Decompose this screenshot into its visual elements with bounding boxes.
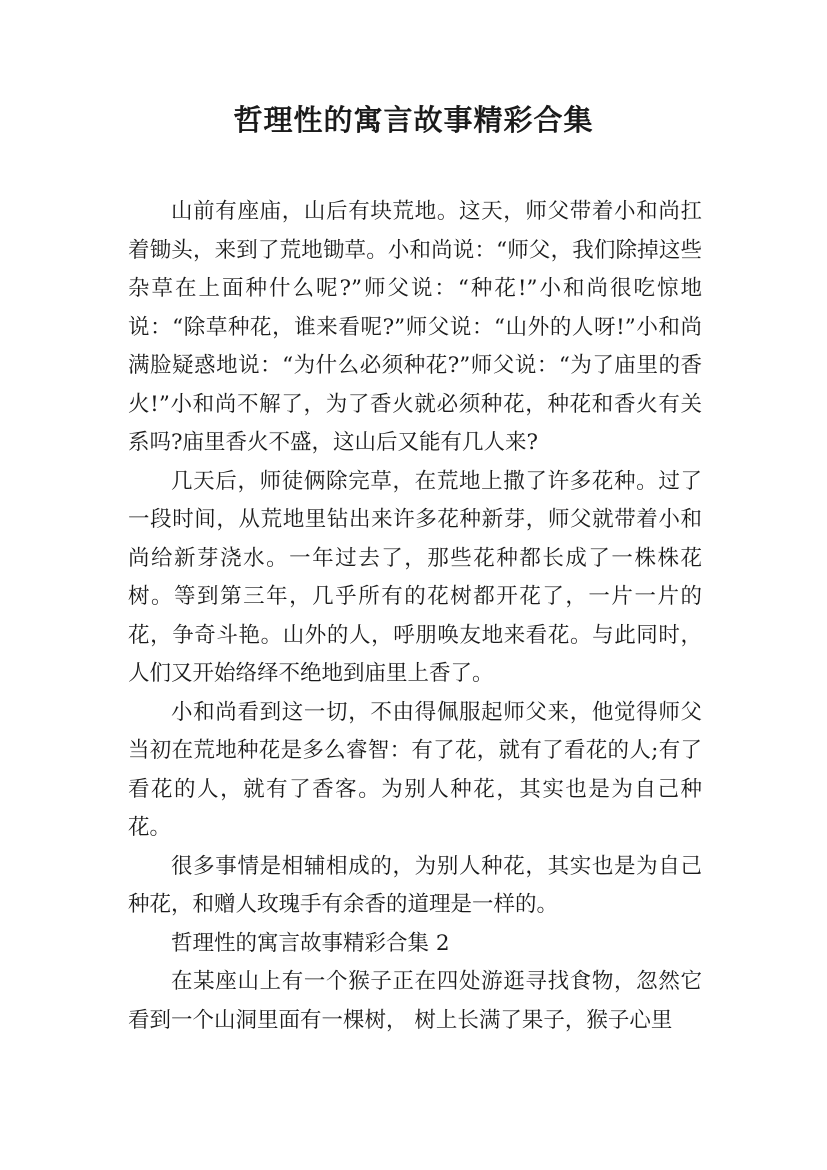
paragraph-2: 几天后，师徒俩除完草，在荒地上撒了许多花种。过了一段时间，从荒地里钻出来许多花种新芽，师父就带着小和尚给新芽浇水。一年过去了，那些花种都长成了一株株花树。等到第三年，几乎所有的花树都开花了，一片一片的花，争奇斗艳。山外的人，呼朋唤友地来看花。与此同时，人们又开始络绎不绝地到庙里上香了。 <box>128 468 702 686</box>
document-title: 哲理性的寓言故事精彩合集 <box>233 103 594 137</box>
paragraph-1: 山前有座庙，山后有块荒地。这天，师父带着小和尚扛着锄头，来到了荒地锄草。小和尚说：“师父，我们除掉这些杂草在上面种什么呢?”师父说：“种花!”小和尚很吃惊地说：“除草种花，谁来看呢?”师父说：“山外的人呀!”小和尚满脸疑惑地说：“为什么必须种花?”师父说：“为了庙里的香火!”小和尚不解了，为了香火就必须种花，种花和香火有关系吗?庙里香火不盛，这山后又能有几人来? <box>128 199 702 455</box>
paragraph-5: 在某座山上有一个猴子正在四处游逛寻找食物，忽然它看到一个山洞里面有一棵树， 树上长满了果子，猴子心里 <box>128 969 702 1033</box>
document-body <box>128 193 702 1040</box>
paragraph-3: 小和尚看到这一切，不由得佩服起师父来，他觉得师父当初在荒地种花是多么睿智：有了花，就有了看花的人;有了看花的人，就有了香客。为别人种花，其实也是为自己种花。 <box>128 699 702 840</box>
paragraph-4: 很多事情是相辅相成的，为别人种花，其实也是为自己种花，和赠人玫瑰手有余香的道理是一样的。 <box>128 853 702 917</box>
section-subheading: 哲理性的寓言故事精彩合集 2 <box>171 930 450 956</box>
